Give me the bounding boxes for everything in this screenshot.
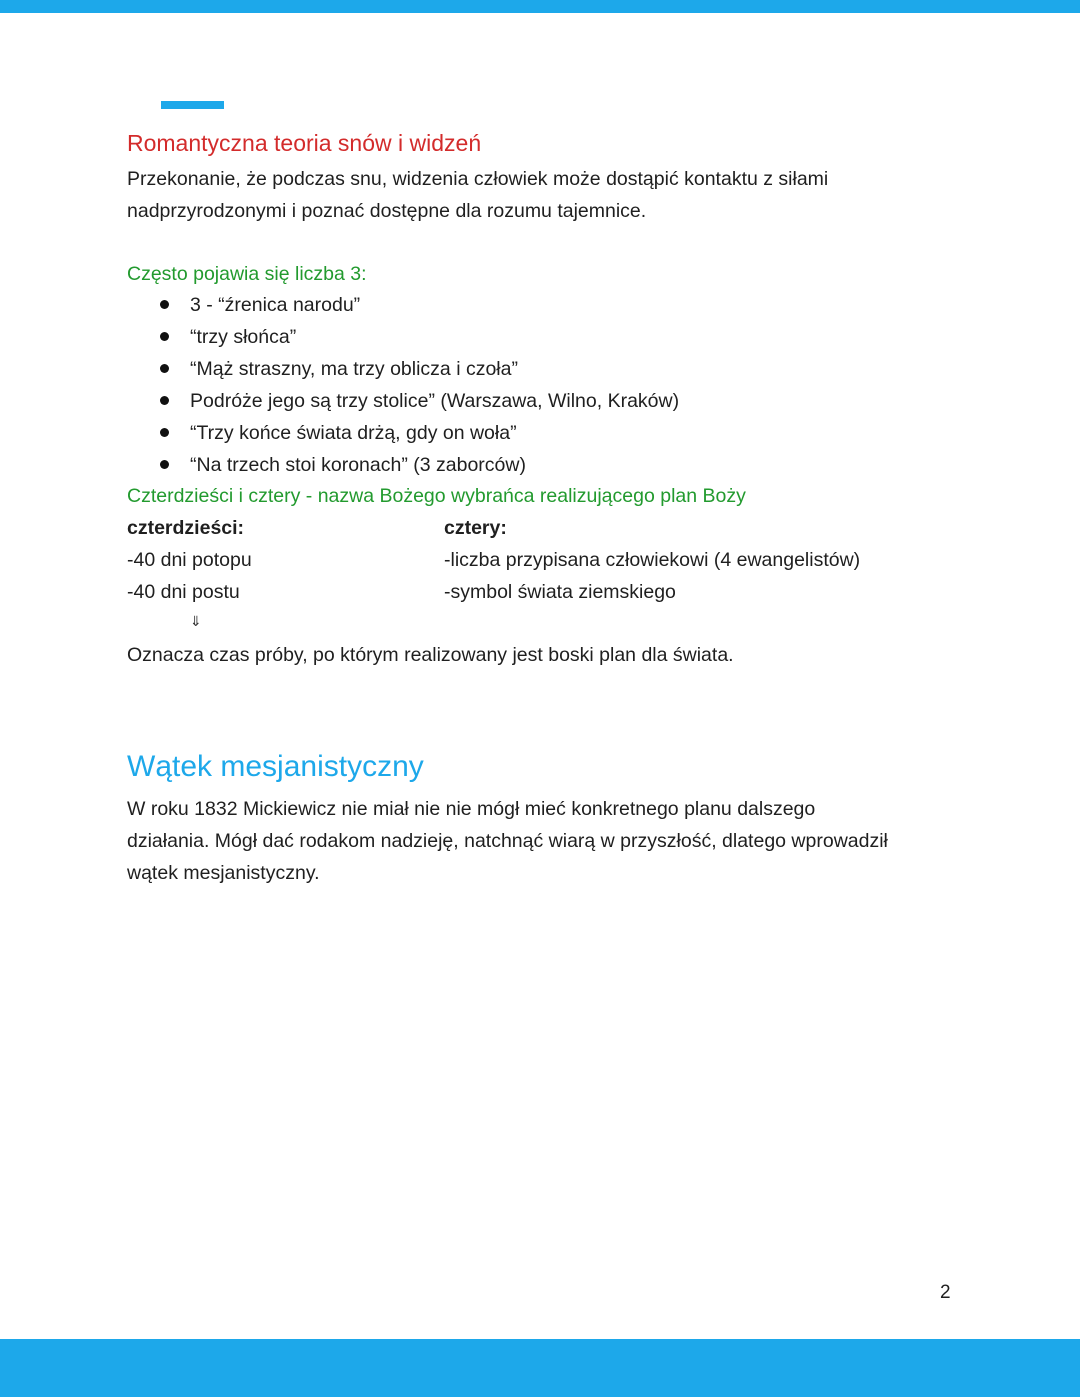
section-title-messianic: Wątek mesjanistyczny (127, 750, 424, 783)
column-item-four: -liczba przypisana człowiekowi (4 ewangelistów) (444, 549, 861, 571)
bullet-icon (160, 428, 169, 437)
list-item: “Mąż straszny, ma trzy oblicza i czoła” (160, 357, 679, 389)
top-border-bar (0, 0, 1080, 13)
section-title-forty-four: Czterdzieści i cztery - nazwa Bożego wybrańca realizującego plan Boży (127, 485, 746, 507)
bottom-border-bar (0, 1339, 1080, 1397)
bullet-icon (160, 300, 169, 309)
column-item-forty: -40 dni potopu (127, 549, 252, 571)
list-item: “trzy słońca” (160, 325, 679, 357)
list-item: “Na trzech stoi koronach” (3 zaborców) (160, 453, 679, 485)
column-item-four: -symbol świata ziemskiego (444, 581, 676, 603)
column-item-forty: -40 dni postu (127, 581, 240, 603)
page-number: 2 (940, 1282, 951, 1303)
column-header-four: cztery: (444, 517, 507, 539)
number-three-list (160, 293, 679, 485)
bullet-icon (160, 364, 169, 373)
bullet-icon (160, 396, 169, 405)
paragraph-line: działania. Mógł dać rodakom nadzieję, natchnąć wiarą w przyszłość, dlatego wprowadził (127, 830, 888, 852)
list-item: Podróże jego są trzy stolice” (Warszawa, Wilno, Kraków) (160, 389, 679, 421)
list-item: “Trzy końce świata drżą, gdy on woła” (160, 421, 679, 453)
paragraph-line: W roku 1832 Mickiewicz nie miał nie nie mógł mieć konkretnego planu dalszego (127, 798, 816, 820)
list-item: 3 - “źrenica narodu” (160, 293, 679, 325)
accent-line (161, 101, 224, 109)
paragraph-line: nadprzyrodzonymi i poznać dostępne dla rozumu tajemnice. (127, 200, 647, 222)
paragraph-line: Przekonanie, że podczas snu, widzenia człowiek może dostąpić kontaktu z siłami (127, 168, 829, 190)
section-title-dream-theory: Romantyczna teoria snów i widzeń (127, 130, 482, 156)
section-title-number-three: Często pojawia się liczba 3: (127, 263, 367, 285)
down-arrow-icon: ⇓ (190, 613, 202, 629)
bullet-icon (160, 460, 169, 469)
paragraph-line: wątek mesjanistyczny. (127, 862, 320, 884)
conclusion-text: Oznacza czas próby, po którym realizowany jest boski plan dla świata. (127, 644, 734, 666)
column-header-forty: czterdzieści: (127, 517, 245, 539)
bullet-icon (160, 332, 169, 341)
